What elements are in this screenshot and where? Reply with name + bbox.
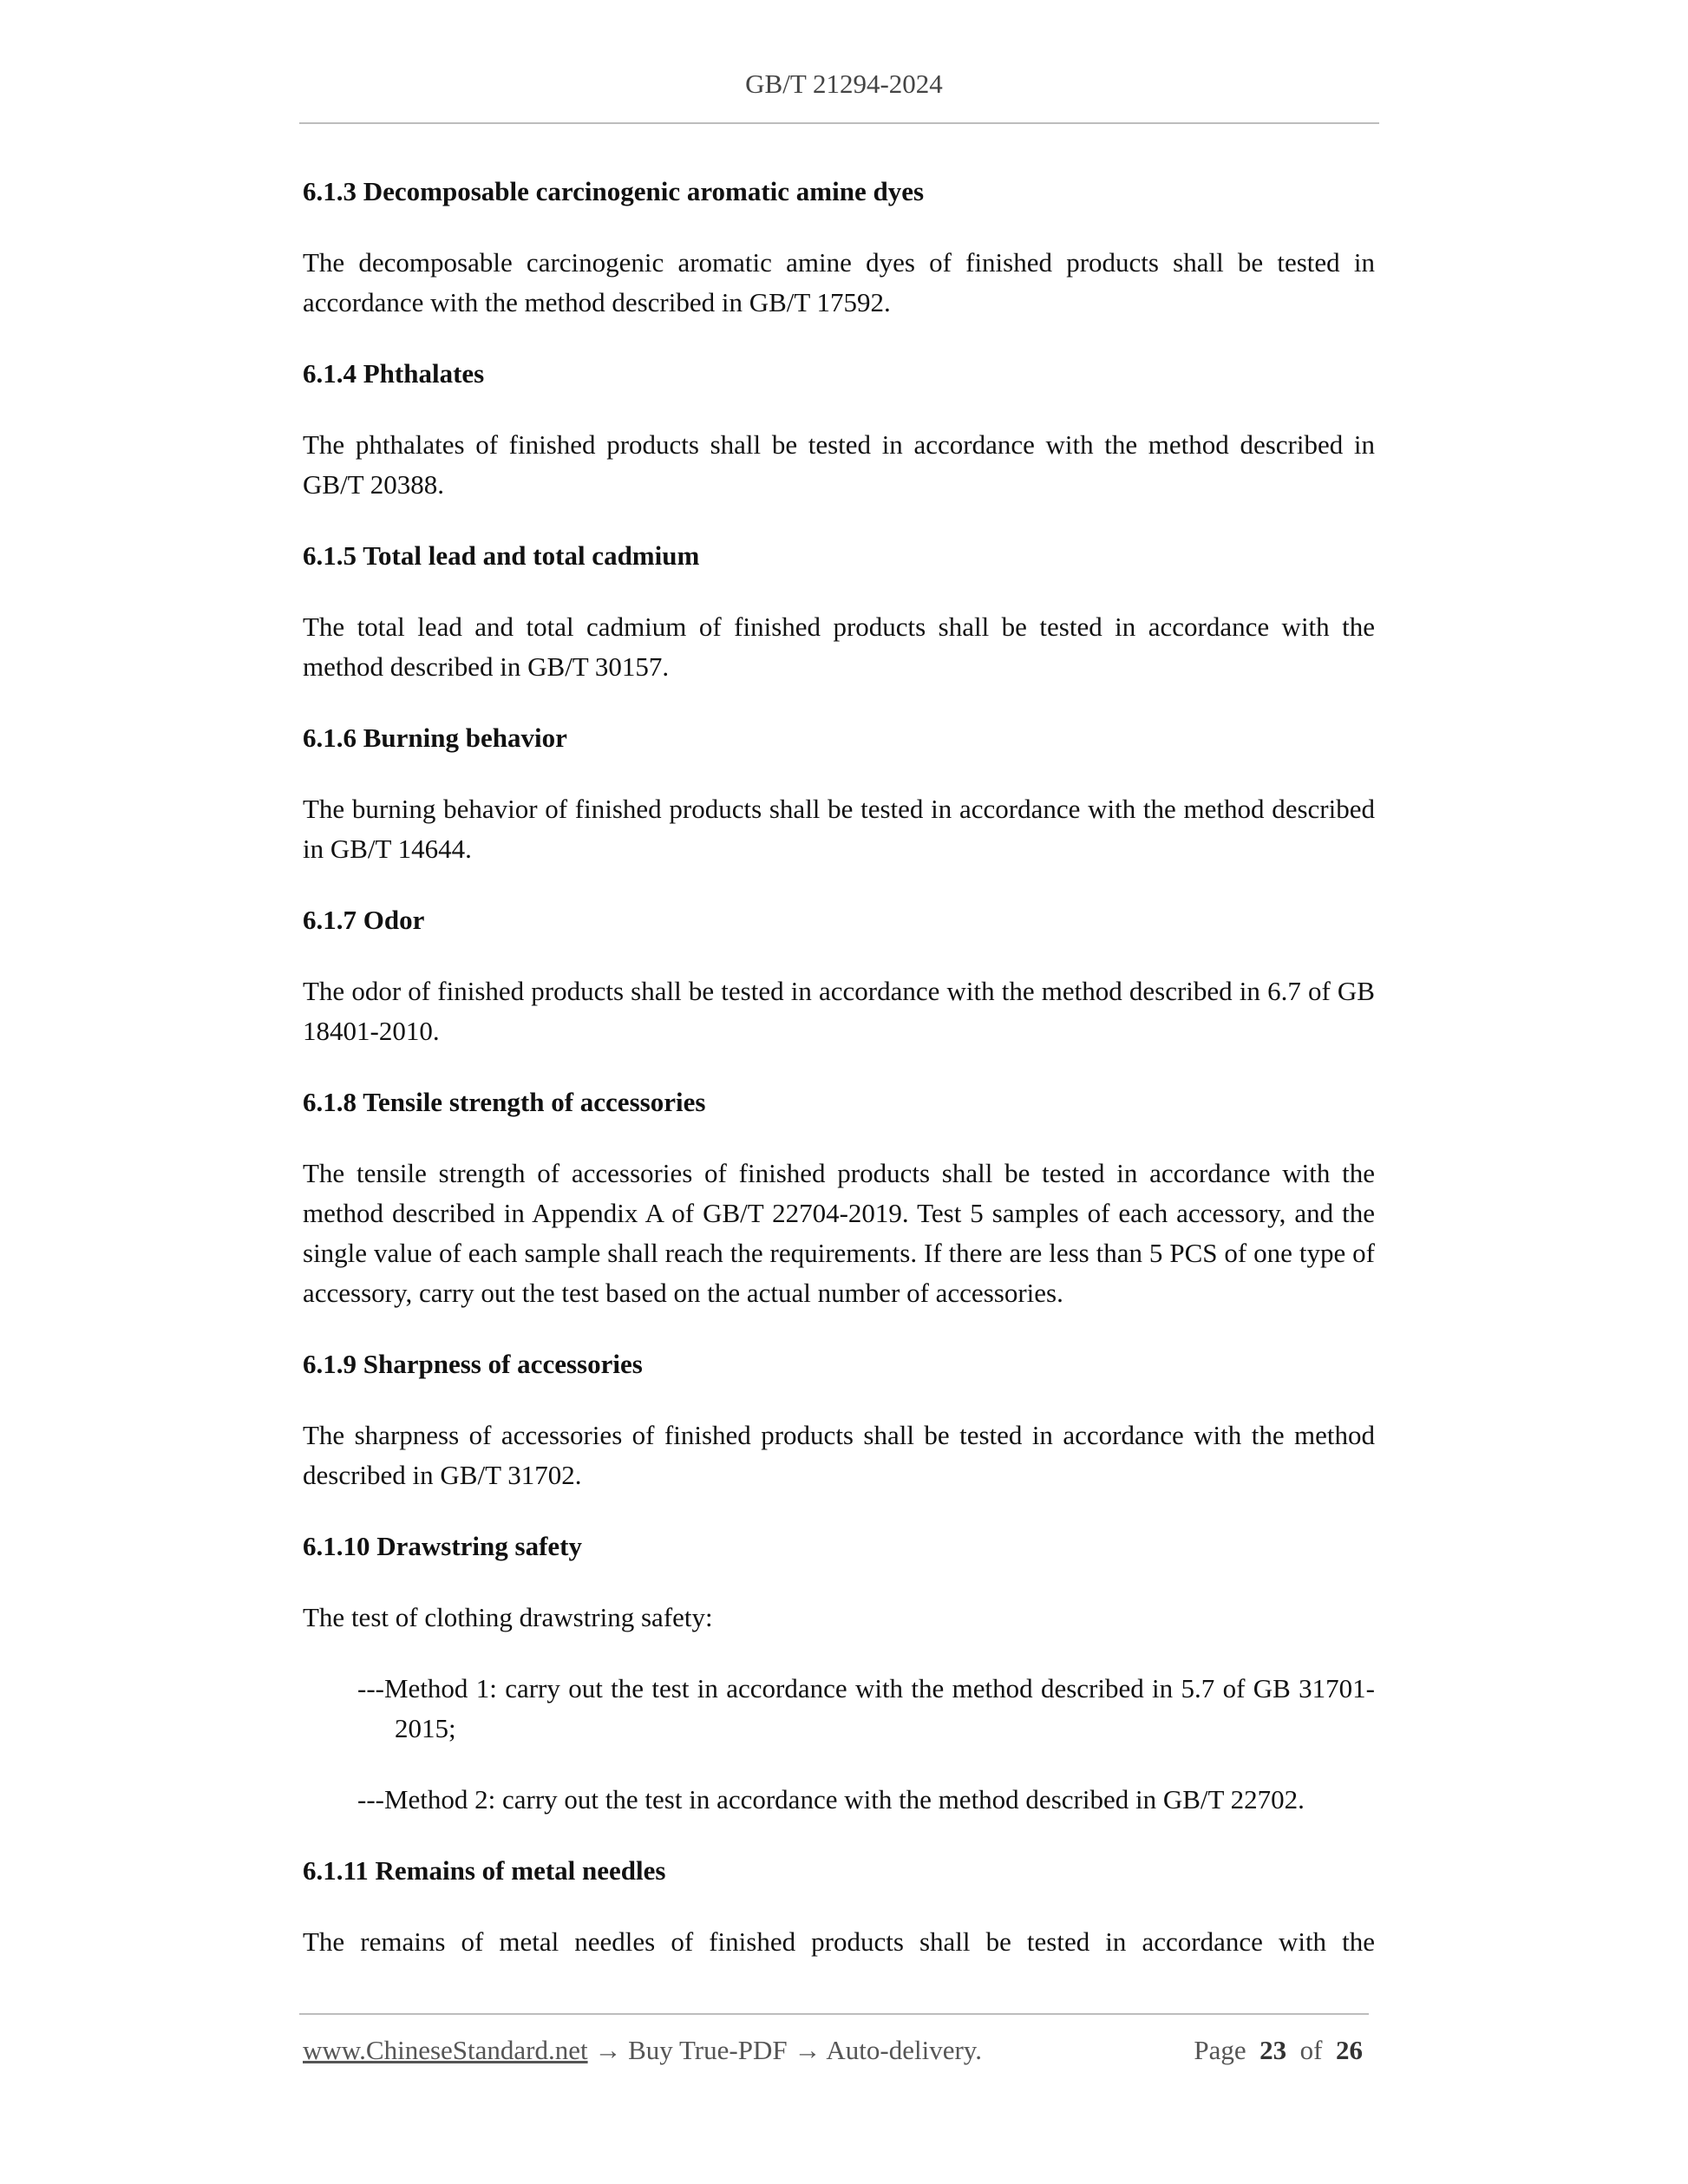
list-item-method-2: ---Method 2: carry out the test in accordance with the method described in GB/T 22702. — [357, 1784, 1305, 1815]
arrow-right-icon: → — [594, 2035, 622, 2065]
page-total-number: 26 — [1336, 2035, 1363, 2065]
section-text-6-1-5: The total lead and total cadmium of finished products shall be tested in accordance with the method described in GB/T 30157. — [303, 611, 1375, 682]
document-header-title: GB/T 21294-2024 — [745, 69, 943, 99]
section-heading-6-1-9: 6.1.9 Sharpness of accessories — [303, 1349, 643, 1379]
section-text-6-1-6: The burning behavior of finished products shall be tested in accordance with the method described in GB/T 14644. — [303, 794, 1375, 864]
page-label: Page — [1194, 2035, 1246, 2065]
section-heading-6-1-10: 6.1.10 Drawstring safety — [303, 1531, 583, 1561]
section-heading-6-1-6: 6.1.6 Burning behavior — [303, 723, 567, 753]
header-divider — [299, 122, 1379, 124]
auto-delivery-text: Auto-delivery. — [826, 2035, 983, 2065]
buy-true-pdf-text: Buy True-PDF — [628, 2035, 788, 2065]
section-heading-6-1-11: 6.1.11 Remains of metal needles — [303, 1855, 666, 1886]
arrow-right-icon: → — [794, 2035, 821, 2065]
document-body — [303, 172, 1375, 1993]
section-text-6-1-10: The test of clothing drawstring safety: — [303, 1602, 713, 1632]
section-heading-6-1-7: 6.1.7 Odor — [303, 905, 425, 935]
list-item-method-1: ---Method 1: carry out the test in accordance with the method described in 5.7 of GB 31701-2015; — [357, 1673, 1375, 1743]
website-link[interactable]: www.ChineseStandard.net — [303, 2035, 588, 2065]
section-text-6-1-9: The sharpness of accessories of finished products shall be tested in accordance with the method described in GB/T 31702. — [303, 1420, 1375, 1490]
page-indicator — [1194, 2033, 1363, 2068]
footer-divider — [299, 2013, 1369, 2015]
section-heading-6-1-5: 6.1.5 Total lead and total cadmium — [303, 540, 700, 571]
section-text-6-1-3: The decomposable carcinogenic aromatic amine dyes of finished products shall be tested in accordance with the method described in GB/T 17592. — [303, 247, 1375, 317]
section-heading-6-1-8: 6.1.8 Tensile strength of accessories — [303, 1087, 706, 1117]
section-text-6-1-7: The odor of finished products shall be tested in accordance with the method described in 6.7 of GB 18401-2010. — [303, 976, 1375, 1046]
footer-promo — [303, 2033, 982, 2068]
section-heading-6-1-4: 6.1.4 Phthalates — [303, 358, 485, 389]
section-text-6-1-8: The tensile strength of accessories of finished products shall be tested in accordance with the method described in Appendix A of GB/T 22704-2019. Test 5 samples of each accessory, and the single value of each sample shall reach the requirements. If there are less than 5 PCS of one type of accessory, carry out the test based on the actual number of accessories. — [303, 1158, 1375, 1308]
page-current-number: 23 — [1259, 2035, 1287, 2065]
section-heading-6-1-3: 6.1.3 Decomposable carcinogenic aromatic amine dyes — [303, 176, 925, 206]
section-text-6-1-4: The phthalates of finished products shall be tested in accordance with the method described in GB/T 20388. — [303, 429, 1375, 500]
page-of-label: of — [1299, 2035, 1323, 2065]
section-text-6-1-11: The remains of metal needles of finished products shall be tested in accordance with the — [303, 1926, 1375, 1957]
